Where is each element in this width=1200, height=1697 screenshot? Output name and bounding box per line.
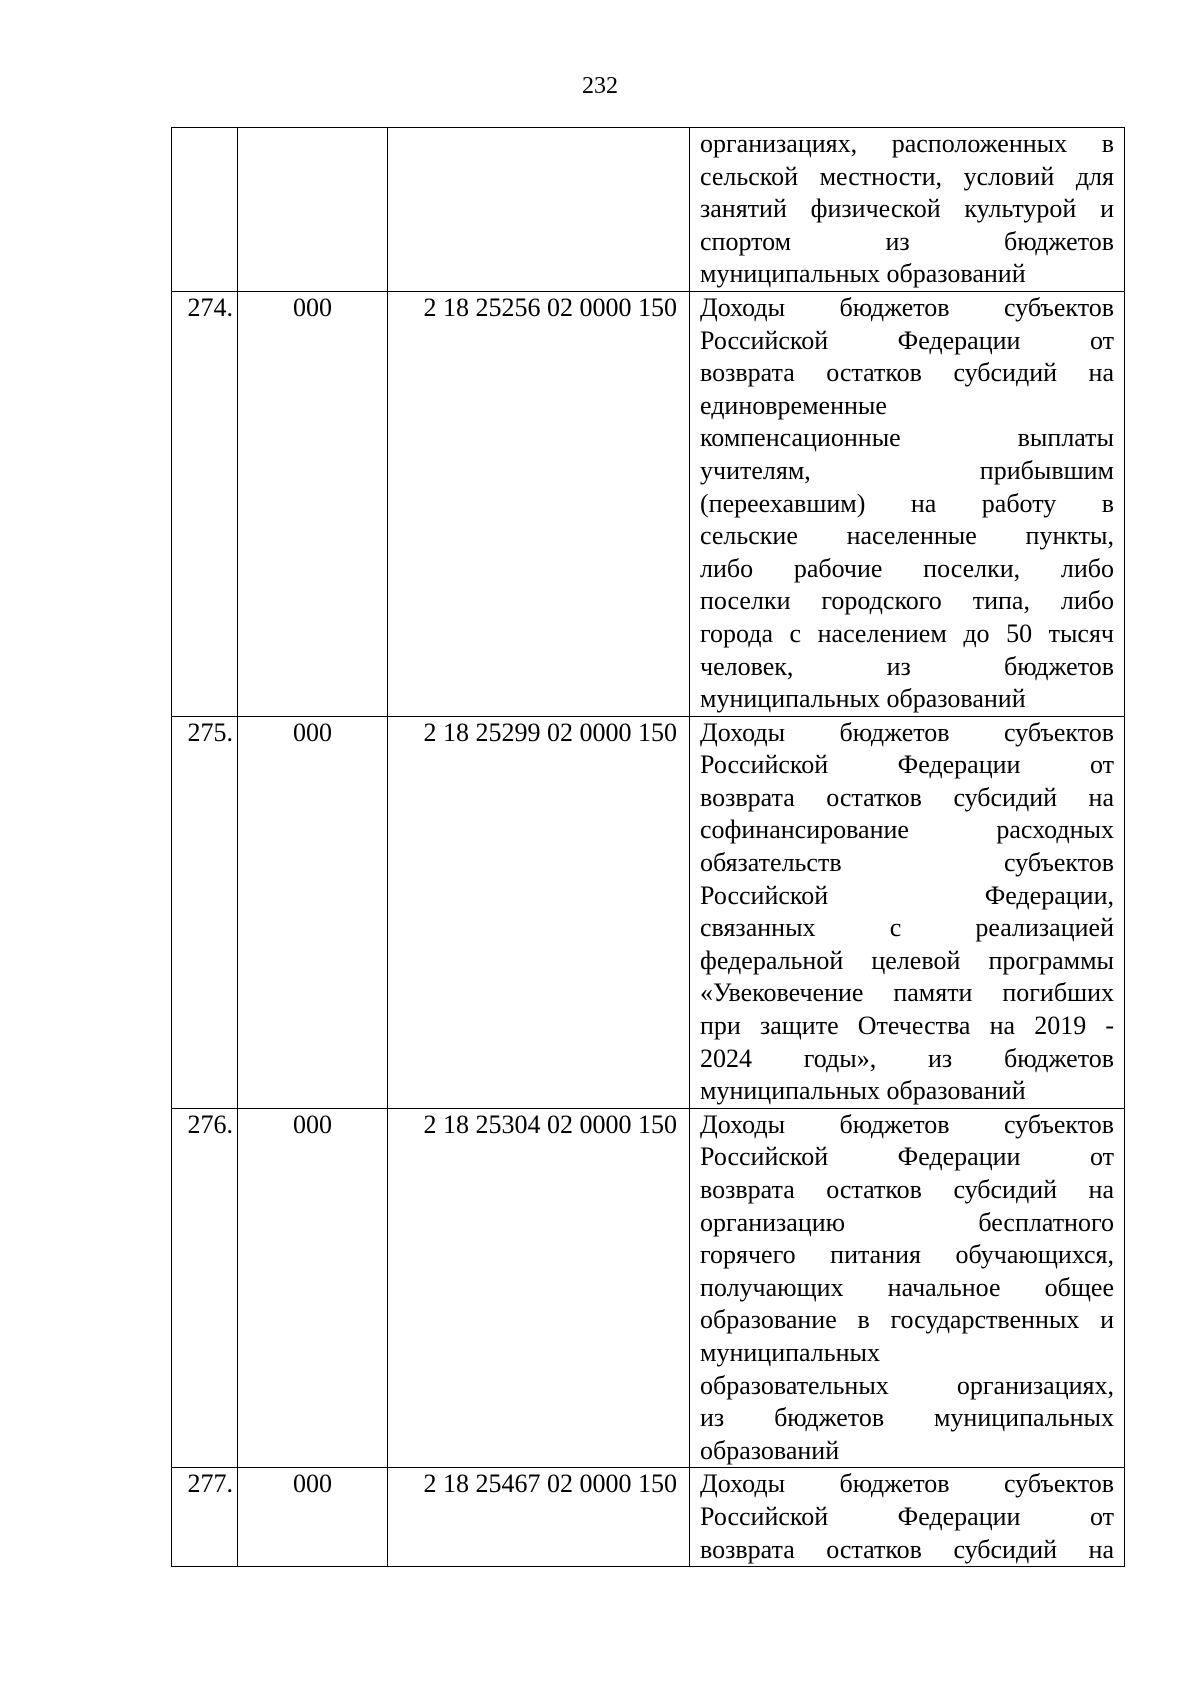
description-line: образовательных организациях, — [700, 1370, 1114, 1400]
administrator-code-cell: 000 — [238, 716, 388, 1108]
row-number-cell — [172, 128, 238, 292]
description-line: обязательств субъектов — [700, 848, 1114, 878]
budget-classification-code-cell: 2 18 25467 02 0000 150 — [388, 1468, 690, 1567]
budget-income-table — [171, 127, 1125, 1567]
description-line: из бюджетов муниципальных — [700, 1403, 1114, 1433]
budget-classification-code-cell — [388, 128, 690, 292]
row-number-cell: 277. — [172, 1468, 238, 1567]
administrator-code-cell: 000 — [238, 291, 388, 716]
table-row — [172, 716, 1125, 1108]
row-number-cell: 276. — [172, 1108, 238, 1468]
description-line: муниципальных образований — [700, 259, 1026, 289]
description-line: сельские населенные пункты, — [700, 521, 1114, 551]
administrator-code-cell — [238, 128, 388, 292]
income-description-cell — [690, 716, 1125, 1108]
description-line: либо рабочие поселки, либо — [700, 553, 1114, 583]
income-description-cell — [690, 1108, 1125, 1468]
description-line: Российской Федерации от — [700, 1501, 1114, 1531]
description-line: города с населением до 50 тысяч — [700, 618, 1114, 648]
description-line: возврата остатков субсидий на — [700, 1175, 1114, 1204]
description-line: Российской Федерации от — [700, 1142, 1114, 1172]
description-line: человек, из бюджетов — [700, 651, 1114, 681]
description-line: возврата остатков субсидий на — [700, 358, 1114, 388]
row-number-cell: 274. — [172, 291, 238, 716]
budget-classification-code-cell: 2 18 25256 02 0000 150 — [388, 291, 690, 716]
description-line: муниципальных образований — [700, 684, 1026, 714]
description-line: муниципальных — [700, 1337, 881, 1367]
administrator-code-cell: 000 — [238, 1468, 388, 1567]
budget-classification-code-cell: 2 18 25304 02 0000 150 — [388, 1108, 690, 1468]
income-description-cell — [690, 128, 1125, 292]
description-line: Российской Федерации, — [700, 880, 1114, 910]
table-body — [172, 128, 1125, 1567]
description-line: федеральной целевой программы — [700, 945, 1114, 975]
description-line: спортом из бюджетов — [700, 226, 1114, 256]
table-row — [172, 291, 1125, 716]
description-line: (переехавшим) на работу в — [700, 488, 1114, 518]
page-number: 232 — [582, 73, 618, 99]
table-row — [172, 1108, 1125, 1468]
description-line: муниципальных образований — [700, 1076, 1026, 1106]
description-line: сельской местности, условий для — [700, 161, 1114, 191]
description-line: получающих начальное общее — [700, 1272, 1114, 1302]
description-line: при защите Отечества на 2019 - — [700, 1011, 1114, 1041]
description-line: софинансирование расходных — [700, 815, 1114, 845]
description-line: учителям, прибывшим — [700, 455, 1114, 485]
budget-classification-code-cell: 2 18 25299 02 0000 150 — [388, 716, 690, 1108]
description-line: Доходы бюджетов субъектов — [700, 1109, 1114, 1139]
description-line: организацию бесплатного — [700, 1207, 1114, 1237]
description-line: возврата остатков субсидий на — [700, 782, 1114, 812]
description-line: организациях, расположенных в — [700, 129, 1114, 158]
administrator-code-cell: 000 — [238, 1108, 388, 1468]
table-row — [172, 128, 1125, 292]
description-line: поселки городского типа, либо — [700, 586, 1114, 616]
description-line: единовременные — [700, 390, 887, 420]
description-line: Доходы бюджетов субъектов — [700, 1469, 1114, 1499]
description-line: горячего питания обучающихся, — [700, 1240, 1114, 1270]
description-line: 2024 годы», из бюджетов — [700, 1043, 1114, 1073]
description-line: «Увековечение памяти погибших — [700, 978, 1114, 1008]
description-line: образование в государственных и — [700, 1305, 1114, 1335]
description-line: связанных с реализацией — [700, 913, 1114, 943]
row-number-cell: 275. — [172, 716, 238, 1108]
description-line: образований — [700, 1435, 840, 1465]
description-line: Российской Федерации от — [700, 750, 1114, 780]
description-line: возврата остатков субсидий на — [700, 1534, 1114, 1564]
table-row — [172, 1468, 1125, 1567]
income-description-cell — [690, 1468, 1125, 1567]
description-line: Доходы бюджетов субъектов — [700, 292, 1114, 322]
description-line: занятий физической культурой и — [700, 194, 1114, 224]
description-line: Российской Федерации от — [700, 325, 1114, 355]
income-description-cell — [690, 291, 1125, 716]
description-line: Доходы бюджетов субъектов — [700, 717, 1114, 747]
description-line: компенсационные выплаты — [700, 423, 1114, 453]
